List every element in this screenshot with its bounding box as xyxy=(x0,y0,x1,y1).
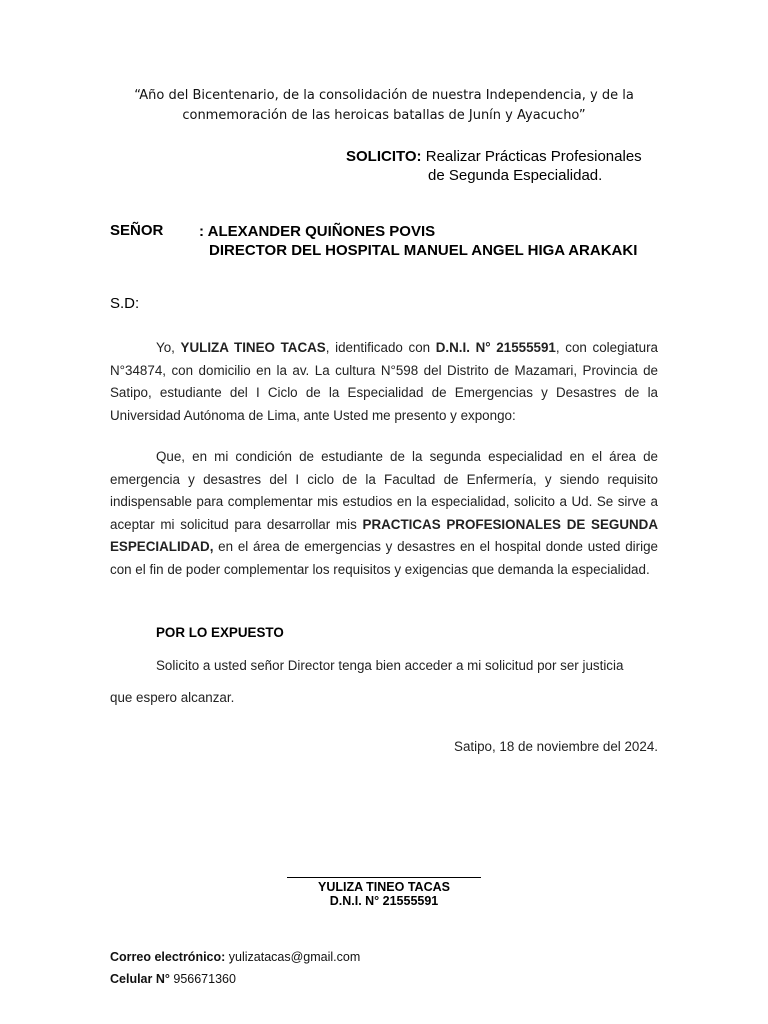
greeting: S.D: xyxy=(110,295,140,312)
phone-value: 956671360 xyxy=(169,972,236,986)
solicito-block xyxy=(346,147,666,185)
signature-line xyxy=(287,877,481,878)
solicito-line1: Realizar Prácticas Profesionales xyxy=(421,148,642,165)
solicito-label: SOLICITO: xyxy=(346,148,422,165)
por-lo-expuesto: POR LO EXPUESTO xyxy=(156,625,284,640)
header-quote-line1: “Año del Bicentenario, de la consolidación de nuestra Independencia, y de la xyxy=(134,88,634,103)
paragraph-introduction xyxy=(110,337,658,427)
contact-phone xyxy=(110,972,236,986)
date: Satipo, 18 de noviembre del 2024. xyxy=(454,739,658,754)
solicito-line2: de Segunda Especialidad. xyxy=(428,167,603,184)
email-label: Correo electrónico: xyxy=(110,950,226,964)
p1-dni: D.N.I. N° 21555591 xyxy=(435,340,556,355)
recipient-block xyxy=(199,222,637,260)
recipient-label: SEÑOR xyxy=(110,222,164,239)
phone-label: Celular N° xyxy=(110,972,170,986)
closing-line2: que espero alcanzar. xyxy=(110,690,235,705)
p1-text3: , con colegiatura N°34874, con domicilio en la av. La cultura N°598 del Distrito de Mazamari, Provincia de Satipo, estudiante del I Ciclo de la Especialidad de Emergencias y Desastres de la Universidad Autónoma de Lima, ante Usted me presento y expongo: xyxy=(110,340,659,423)
p2-text1: Que, en mi condición de estudiante de la segunda especialidad en el área de emergencia y desastres del I ciclo de la Facultad de Enfermería, y siendo requisito indispensable para complementar mis estudios en la especialidad, solicito a Ud. Se sirve a aceptar mi solicitud para desarrollar mis xyxy=(110,449,658,532)
signature-name: YULIZA TINEO TACAS xyxy=(318,880,450,894)
p2-bold: PRACTICAS PROFESIONALES DE SEGUNDA ESPECIALIDAD, xyxy=(110,516,658,555)
recipient-name: : ALEXANDER QUIÑONES POVIS xyxy=(199,223,436,240)
p2-text2: en el área de emergencias y desastres en el hospital donde usted dirige con el fin de poder complementar los requisitos y exigencias que demanda la especialidad. xyxy=(110,539,658,577)
p1-text2: , identificado con xyxy=(325,340,436,355)
closing-line1: Solicito a usted señor Director tenga bien acceder a mi solicitud por ser justicia xyxy=(156,658,624,673)
paragraph-request xyxy=(110,446,658,582)
recipient-title: DIRECTOR DEL HOSPITAL MANUEL ANGEL HIGA ARAKAKI xyxy=(209,242,638,259)
p1-name: YULIZA TINEO TACAS xyxy=(180,340,326,355)
p1-text1: Yo, xyxy=(156,340,181,355)
header-quote xyxy=(110,86,658,126)
contact-email xyxy=(110,950,360,964)
header-quote-line2: conmemoración de las heroicas batallas de Junín y Ayacucho” xyxy=(182,108,586,123)
signature-dni: D.N.I. N° 21555591 xyxy=(329,894,439,908)
email-value: yulizatacas@gmail.com xyxy=(225,950,361,964)
